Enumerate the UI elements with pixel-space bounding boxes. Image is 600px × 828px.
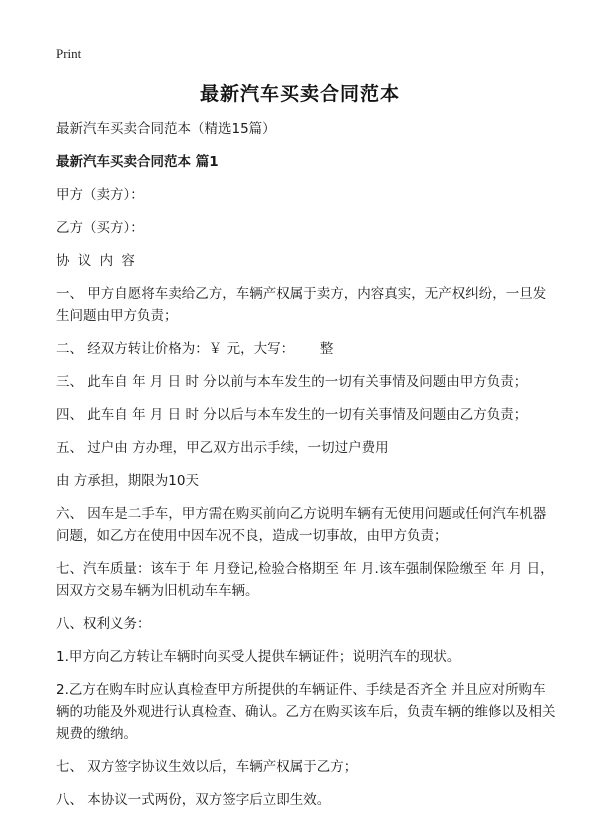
clause-5: 五、 过户由 方办理，甲乙双方出示手续，一切过户费用 (56, 440, 389, 456)
clause-5-continued: 由 方承担，期限为10天 (56, 473, 199, 489)
print-link[interactable]: Print (56, 46, 82, 61)
clause-effective: 七、 双方签字协议生效以后，车辆产权属于乙方； (56, 759, 358, 775)
clause-7: 七、汽车质量：该车于 年 月登记,检验合格期至 年 月.该车强制保险缴至 年 月 日，因双方交易车辆为旧机动车车辆。 (56, 561, 554, 599)
party-b-line: 乙方（买方）： (56, 220, 144, 236)
clause-2: 二、 经双方转让价格为：￥ 元，大写： 整 (56, 341, 334, 357)
document-body (56, 118, 556, 822)
clause-1: 一、 甲方自愿将车卖给乙方，车辆产权属于卖方，内容真实，无产权纠纷，一旦发生问题由甲方负责； (56, 286, 547, 324)
document-subtitle: 最新汽车买卖合同范本（精选15篇） (56, 121, 276, 137)
clause-6: 六、 因车是二手车，甲方需在购买前向乙方说明车辆有无使用问题或任何汽车机器问题，如乙方在使用中因车况不良，造成一切事故，由甲方负责； (56, 506, 547, 544)
page-title: 最新汽车买卖合同范本 (199, 83, 400, 105)
clause-4: 四、 此车自 年 月 日 时 分以后与本车发生的一切有关事情及问题由乙方负责； (56, 407, 528, 423)
clause-3: 三、 此车自 年 月 日 时 分以前与本车发生的一切有关事情及问题由甲方负责； (56, 374, 528, 390)
agreement-heading: 协 议 内 容 (56, 253, 137, 269)
party-a-line: 甲方（卖方）： (56, 187, 144, 203)
section-title: 最新汽车买卖合同范本 篇1 (56, 154, 219, 170)
clause-8-item-2: 2.乙方在购车时应认真检查甲方所提供的车辆证件、手续是否齐全 并且应对所购车辆的功能及外观进行认真检查、确认。乙方在购买该车后，负责车辆的维修以及相关规费的缴纳。 (56, 682, 556, 742)
clause-8-item-1: 1.甲方向乙方转让车辆时向买受人提供车辆证件；说明汽车的现状。 (56, 649, 461, 665)
clause-copies: 八、 本协议一式两份，双方签字后立即生效。 (56, 792, 331, 808)
clause-8-heading: 八、权利义务： (56, 616, 151, 632)
